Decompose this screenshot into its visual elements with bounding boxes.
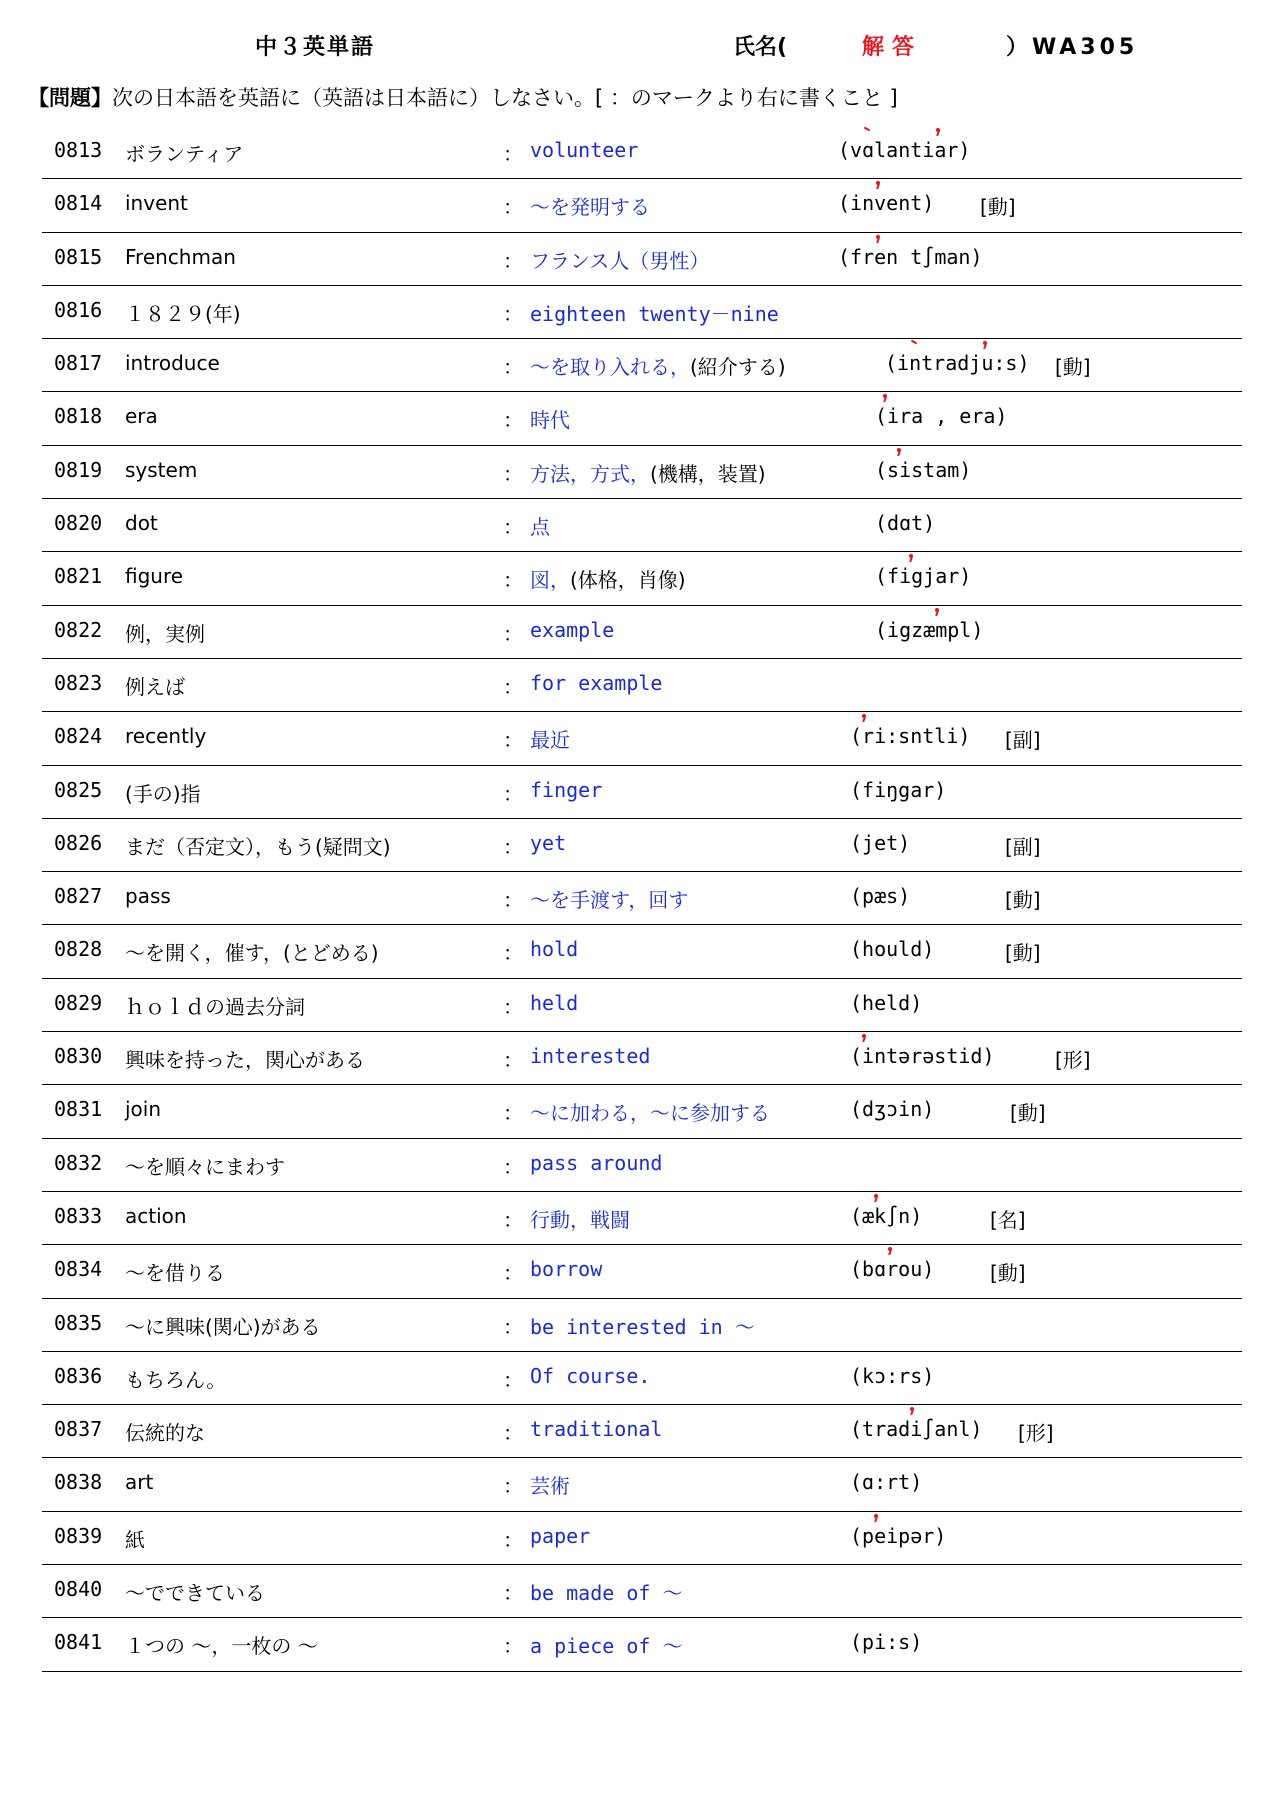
item-number: 0841 [54, 1630, 103, 1655]
answer-colon: ： [503, 248, 523, 273]
stress-mark-icon [897, 448, 901, 457]
answer-text [530, 1044, 650, 1068]
answer-colon: ： [503, 1101, 523, 1126]
part-of-speech: [副] [1005, 728, 1041, 753]
vocab-row [0, 1245, 1280, 1298]
answer-colon: ： [503, 728, 523, 753]
answer-main: pass around [530, 1150, 663, 1175]
answer-main: traditional [530, 1417, 663, 1442]
answer-text [530, 511, 550, 540]
answer-main: ～を発明する [530, 195, 650, 220]
item-number: 0830 [54, 1044, 103, 1069]
pronunciation-text: (vɑlantiar) [838, 138, 971, 162]
pronunciation-text: (igzæmpl) [875, 617, 984, 642]
pronunciation [850, 884, 910, 908]
stress-mark-icon [911, 341, 915, 350]
question-text: join [125, 1097, 162, 1122]
question-text: ～を開く，催す，(とどめる) [125, 941, 379, 966]
item-number: 0815 [54, 244, 103, 269]
answer-text [530, 1577, 682, 1606]
part-of-speech: [動] [990, 1261, 1026, 1286]
part-of-speech: [形] [1055, 1048, 1091, 1073]
vocab-row [0, 712, 1280, 765]
answer-main: borrow [530, 1257, 603, 1282]
answer-main: 最近 [530, 728, 570, 753]
pronunciation-text: (sistam) [875, 457, 972, 482]
item-number: 0834 [54, 1257, 103, 1282]
item-number: 0817 [54, 351, 103, 376]
vocab-row [0, 766, 1280, 819]
stress-mark-icon [862, 714, 866, 723]
pronunciation-text: (kɔ:rs) [850, 1363, 935, 1388]
worksheet-title: 中３英単語 [255, 35, 376, 60]
vocab-row [0, 1085, 1280, 1138]
vocab-row [0, 1192, 1280, 1245]
instruction [28, 82, 898, 112]
question-text: pass [125, 884, 171, 909]
answer-colon: ： [503, 941, 523, 966]
vocab-row [0, 339, 1280, 392]
answer-text [530, 1470, 570, 1499]
answer-colon: ： [503, 781, 523, 806]
item-number: 0814 [54, 191, 103, 216]
pronunciation-text: (dʒɔin) [850, 1097, 935, 1122]
answer-colon: ： [503, 621, 523, 646]
item-number: 0828 [54, 937, 103, 962]
stress-mark-icon [983, 341, 987, 350]
answer-text [530, 191, 650, 220]
instruction-tag: 【問題】 [28, 86, 112, 110]
pronunciation-text: (intradju:s) [885, 351, 1030, 376]
pronunciation [850, 1417, 982, 1441]
stress-mark-icon [910, 1407, 914, 1416]
vocab-row [0, 606, 1280, 659]
pronunciation [850, 1257, 934, 1281]
item-number: 0819 [54, 457, 103, 482]
question-text: Frenchman [125, 244, 236, 269]
answer-text [530, 724, 570, 753]
pronunciation [850, 831, 910, 855]
answer-main: フランス人（男性） [530, 248, 710, 273]
name-label: 氏名( [733, 35, 788, 60]
item-number: 0816 [54, 297, 103, 322]
vocab-row [0, 499, 1280, 552]
pronunciation [838, 245, 983, 269]
item-number: 0831 [54, 1097, 103, 1122]
vocab-row [0, 872, 1280, 925]
part-of-speech: [動] [1055, 355, 1091, 380]
item-number: 0837 [54, 1417, 103, 1442]
vocab-row [0, 392, 1280, 445]
pronunciation [875, 458, 971, 482]
answer-text [530, 1097, 770, 1126]
pronunciation [850, 1204, 922, 1228]
answer-colon: ： [503, 674, 523, 699]
part-of-speech: [動] [980, 195, 1016, 220]
answer-colon: ： [503, 834, 523, 859]
part-of-speech: [副] [1005, 834, 1041, 859]
item-number: 0827 [54, 884, 103, 909]
part-of-speech: [動] [1005, 888, 1041, 913]
pronunciation [875, 564, 971, 588]
item-number: 0825 [54, 777, 103, 802]
vocab-row [0, 179, 1280, 232]
answer-text [530, 618, 614, 642]
item-number: 0813 [54, 138, 103, 162]
answer-text [530, 1311, 755, 1340]
answer-colon: ： [503, 142, 523, 166]
question-text: era [125, 404, 158, 429]
answer-text [530, 1204, 630, 1233]
pronunciation-text: (invent) [838, 191, 935, 216]
answer-main: example [530, 617, 615, 642]
vocab-row [0, 1139, 1280, 1192]
question-text: 興味を持った，関心がある [125, 1048, 365, 1073]
question-text: まだ（否定文），もう(疑問文) [125, 834, 391, 859]
pronunciation [850, 778, 946, 802]
answer-colon: ： [503, 515, 523, 540]
answer-note: (機構，装置) [650, 461, 766, 486]
pronunciation [875, 404, 1007, 428]
answer-text [530, 991, 578, 1015]
stress-mark-icon [883, 394, 887, 403]
answer-main: 行動，戦闘 [530, 1207, 630, 1232]
answer-colon: ： [503, 355, 523, 380]
pronunciation-text: (bɑrou) [850, 1257, 935, 1282]
item-number: 0838 [54, 1470, 103, 1495]
answer-colon: ： [503, 1367, 523, 1392]
answer-text [530, 778, 602, 802]
item-number: 0818 [54, 404, 103, 429]
answer-text [530, 1630, 682, 1659]
answer-main: ～を手渡す，回す [530, 888, 689, 913]
question-text: figure [125, 564, 184, 589]
item-number: 0836 [54, 1363, 103, 1388]
answer-main: eighteen twenty－nine [530, 301, 779, 326]
pronunciation [850, 1364, 934, 1388]
answer-text [530, 298, 779, 327]
part-of-speech: [形] [1018, 1421, 1054, 1446]
answer-main: be made of ～ [530, 1581, 683, 1606]
question-text: ～を順々にまわす [125, 1154, 285, 1179]
answer-text [530, 138, 638, 162]
pronunciation-text: (hould) [850, 937, 935, 962]
vocab-row [0, 446, 1280, 499]
answer-colon: ： [503, 461, 523, 486]
answer-main: a piece of ～ [530, 1634, 683, 1659]
question-text: recently [125, 724, 207, 749]
pronunciation-text: (tradi∫anl) [850, 1417, 983, 1442]
stress-mark-icon [862, 1034, 866, 1043]
worksheet-code: ）WA305 [1006, 35, 1139, 60]
pronunciation [850, 1470, 922, 1494]
vocab-row [0, 819, 1280, 872]
answer-colon: ： [503, 1634, 523, 1659]
item-number: 0835 [54, 1310, 103, 1335]
pronunciation-text: (æk∫n) [850, 1203, 923, 1228]
pronunciation [850, 937, 934, 961]
answer-text [530, 1151, 662, 1175]
worksheet-header [0, 26, 1280, 66]
question-text: (手の)指 [125, 781, 201, 806]
pronunciation [850, 1630, 922, 1654]
pronunciation [850, 1097, 934, 1121]
answer-colon: ： [503, 994, 523, 1019]
item-number: 0820 [54, 511, 103, 536]
answer-text [530, 564, 686, 593]
answer-text [530, 937, 578, 961]
pronunciation-text: (intərəstid) [850, 1044, 995, 1069]
item-number: 0822 [54, 617, 103, 642]
question-text: 紙 [125, 1527, 145, 1552]
stress-mark-icon [874, 1514, 878, 1523]
question-text: 例えば [125, 674, 185, 699]
pronunciation-text: (pi:s) [850, 1630, 923, 1655]
answer-main: Of course. [530, 1363, 651, 1388]
vocab-row [0, 925, 1280, 978]
vocab-row [0, 1458, 1280, 1511]
answer-main: ～に加わる，～に参加する [530, 1101, 770, 1126]
pronunciation [838, 138, 970, 162]
answer-main: finger [530, 777, 603, 802]
question-text: ～でできている [125, 1581, 265, 1606]
pronunciation-text: (dɑt) [875, 511, 936, 536]
answer-colon: ： [503, 1314, 523, 1339]
pronunciation-text: (ɑ:rt) [850, 1470, 923, 1495]
pronunciation [850, 724, 970, 748]
answer-main: interested [530, 1044, 651, 1069]
question-text: ～に興味(関心)がある [125, 1314, 321, 1339]
answer-colon: ： [503, 568, 523, 593]
question-text: 例，実例 [125, 621, 205, 646]
pronunciation-text: (fren t∫man) [838, 244, 983, 269]
answer-main: 方法，方式， [530, 461, 650, 486]
pronunciation-text: (peipər) [850, 1523, 947, 1548]
vocab-row [0, 1565, 1280, 1618]
answer-text [530, 1417, 662, 1441]
question-text: ボランティア [125, 142, 244, 166]
pronunciation-text: (figjar) [875, 564, 972, 589]
pronunciation [850, 1524, 946, 1548]
answer-text [530, 884, 688, 913]
answer-colon: ： [503, 888, 523, 913]
answer-text [530, 831, 566, 855]
pronunciation [875, 511, 935, 535]
stress-mark-icon [935, 608, 939, 617]
answer-main: volunteer [530, 138, 639, 162]
answer-colon: ： [503, 301, 523, 326]
question-text: introduce [125, 351, 220, 376]
vocab-row [0, 1618, 1280, 1671]
item-number: 0826 [54, 830, 103, 855]
answer-main: hold [530, 937, 579, 962]
pronunciation-text: (jet) [850, 830, 911, 855]
vocab-row [0, 979, 1280, 1032]
pronunciation-text: (pæs) [850, 884, 911, 909]
answer-main: paper [530, 1523, 591, 1548]
question-text: ｈｏｌｄの過去分詞 [125, 994, 305, 1019]
vocab-row [0, 1512, 1280, 1565]
answer-colon: ： [503, 1474, 523, 1499]
question-text: １８２９(年) [125, 301, 241, 326]
vocab-row [0, 1299, 1280, 1352]
item-number: 0839 [54, 1523, 103, 1548]
part-of-speech: [動] [1010, 1101, 1046, 1126]
answer-colon: ： [503, 1154, 523, 1179]
answer-text [530, 351, 786, 380]
answer-note: (紹介する) [690, 355, 786, 380]
part-of-speech: [動] [1005, 941, 1041, 966]
pronunciation-text: (ira , era) [875, 404, 1008, 429]
instruction-text: 次の日本語を英語に（英語は日本語に）しなさい。[ ：のマークより右に書くこと ] [112, 86, 898, 110]
answer-text [530, 1524, 590, 1548]
vocab-row [0, 1405, 1280, 1458]
answer-text [530, 245, 709, 274]
stress-mark-icon [888, 1247, 892, 1256]
vocab-row [0, 233, 1280, 286]
pronunciation [885, 351, 1030, 375]
vocab-row [0, 1352, 1280, 1405]
question-text: もちろん。 [125, 1367, 227, 1392]
answer-main: 点 [530, 515, 550, 540]
question-text: １つの ～，一枚の ～ [125, 1634, 318, 1659]
answer-main: be interested in ～ [530, 1314, 755, 1339]
question-text: invent [125, 191, 188, 216]
answer-main: 時代 [530, 408, 570, 433]
answer-text [530, 404, 570, 433]
answer-text [530, 1364, 650, 1388]
question-text: 伝統的な [125, 1421, 205, 1446]
stress-mark-icon [936, 128, 940, 137]
question-text: ～を借りる [125, 1261, 225, 1286]
answer-colon: ： [503, 195, 523, 220]
pronunciation [850, 991, 922, 1015]
item-number: 0821 [54, 564, 103, 589]
question-text: system [125, 457, 198, 482]
answer-colon: ： [503, 1261, 523, 1286]
item-number: 0840 [54, 1577, 103, 1602]
vocab-row [0, 659, 1280, 712]
answer-text [530, 1257, 602, 1281]
question-text: action [125, 1203, 187, 1228]
stress-mark-icon [909, 554, 913, 563]
item-number: 0824 [54, 724, 103, 749]
item-number: 0833 [54, 1203, 103, 1228]
item-number: 0832 [54, 1150, 103, 1175]
pronunciation [838, 191, 934, 215]
vocabulary-list [0, 126, 1280, 1672]
answer-colon: ： [503, 1581, 523, 1606]
answer-colon: ： [503, 408, 523, 433]
stress-mark-icon [874, 1194, 878, 1203]
item-number: 0829 [54, 990, 103, 1015]
pronunciation [850, 1044, 995, 1068]
answer-text [530, 671, 662, 695]
answer-colon: ： [503, 1048, 523, 1073]
pronunciation-text: (ri:sntli) [850, 724, 971, 749]
answer-main: held [530, 990, 579, 1015]
vocab-row [0, 126, 1280, 179]
answer-note: (体格，肖像) [570, 568, 686, 593]
part-of-speech: [名] [990, 1207, 1026, 1232]
answer-colon: ： [503, 1207, 523, 1232]
answer-main: 芸術 [530, 1474, 570, 1499]
vocab-row [0, 552, 1280, 605]
question-text: art [125, 1470, 154, 1495]
answer-colon: ： [503, 1421, 523, 1446]
vocab-row [0, 286, 1280, 339]
answer-main: 図， [530, 568, 570, 593]
question-text: dot [125, 511, 158, 536]
answer-label: 解答 [862, 35, 923, 60]
answer-main: ～を取り入れる， [530, 355, 690, 380]
vocab-row [0, 1032, 1280, 1085]
pronunciation-text: (fiŋgar) [850, 777, 947, 802]
stress-mark-icon [876, 235, 880, 244]
stress-mark-icon [864, 128, 868, 137]
answer-text [530, 458, 766, 487]
pronunciation [875, 618, 983, 642]
pronunciation-text: (held) [850, 990, 923, 1015]
answer-main: for example [530, 670, 663, 695]
answer-colon: ： [503, 1527, 523, 1552]
stress-mark-icon [876, 181, 880, 190]
item-number: 0823 [54, 670, 103, 695]
answer-main: yet [530, 830, 567, 855]
